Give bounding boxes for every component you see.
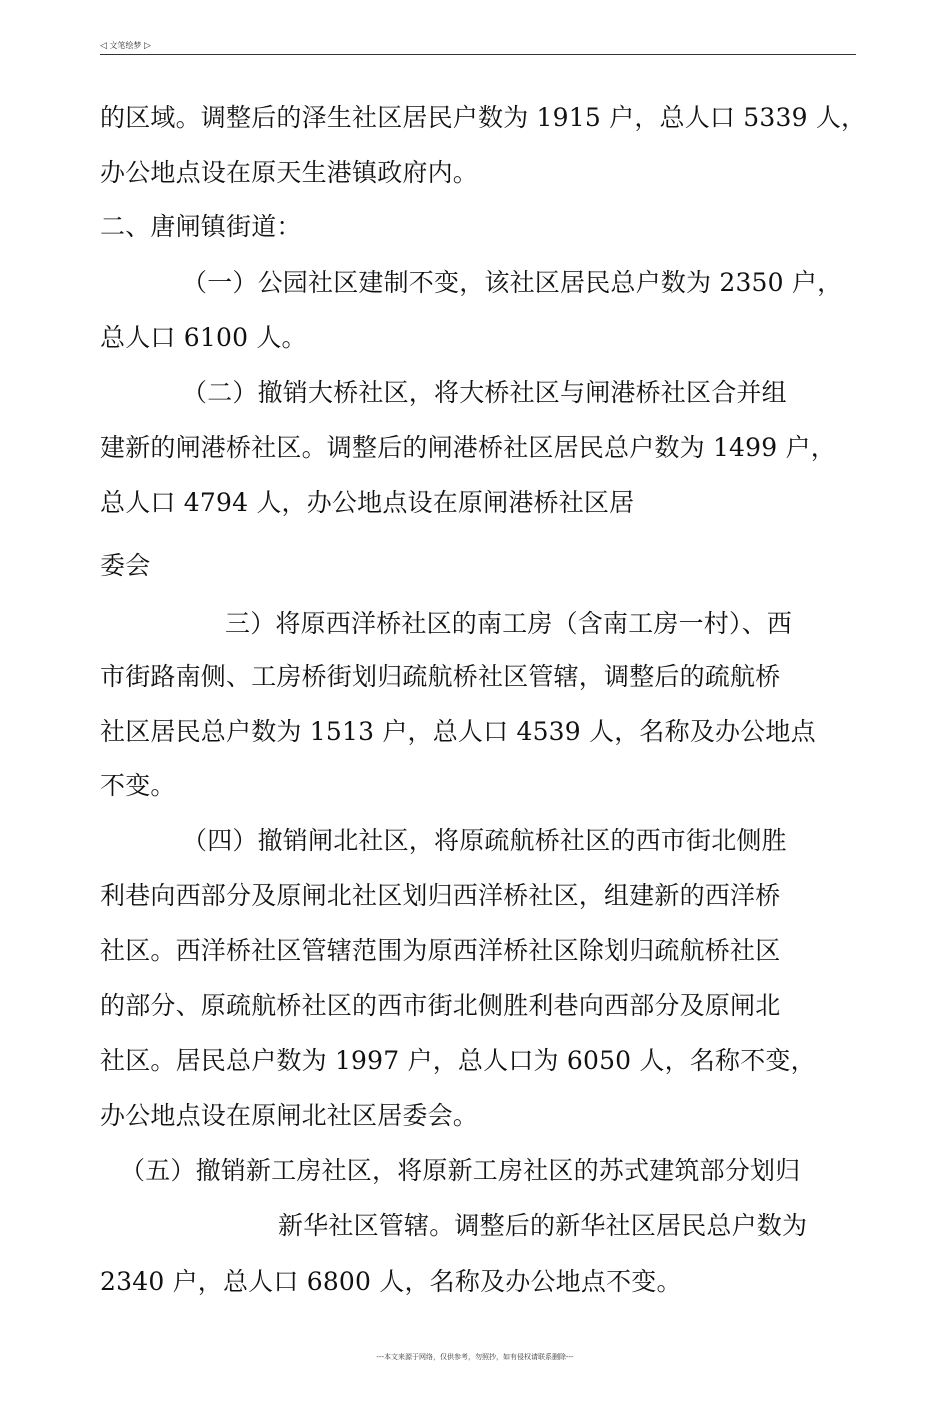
text-line: 办公地点设在原天生港镇政府内。	[100, 158, 479, 187]
text-line: 的部分、原疏航桥社区的西市街北侧胜利巷向西部分及原闸北	[100, 991, 781, 1020]
text-line: 建新的闸港桥社区。调整后的闸港桥社区居民总户数为 1499 户，	[100, 433, 836, 462]
text-line: 社区居民总户数为 1513 户，总人口 4539 人，名称及办公地点	[100, 717, 816, 746]
text-line: 三）将原西洋桥社区的南工房（含南工房一村）、西	[225, 609, 793, 638]
header-title: 文笔绘梦	[109, 41, 142, 50]
text-line: 市街路南侧、工房桥街划归疏航桥社区管辖，调整后的疏航桥	[100, 662, 781, 691]
section-heading: 二、唐闸镇街道：	[100, 212, 302, 241]
text-line: 办公地点设在原闸北社区居委会。	[100, 1101, 479, 1130]
text-line: 社区。居民总户数为 1997 户，总人口为 6050 人，名称不变，	[100, 1046, 816, 1075]
right-triangle-icon: ▷	[144, 41, 151, 51]
page-header	[100, 40, 856, 55]
text-line: 利巷向西部分及原闸北社区划归西洋桥社区，组建新的西洋桥	[100, 881, 781, 910]
text-line: 新华社区管辖。调整后的新华社区居民总户数为	[278, 1211, 808, 1240]
text-line: 的区域。调整后的泽生社区居民户数为 1915 户，总人口 5339 人，	[100, 103, 867, 132]
text-line: （五）撤销新工房社区，将原新工房社区的苏式建筑部分划归	[120, 1156, 801, 1185]
page-footer: ---本文来源于网络，仅供参考，勿照抄，如有侵权请联系删除---	[376, 1353, 574, 1361]
text-line: 2340 户，总人口 6800 人，名称及办公地点不变。	[100, 1267, 682, 1296]
text-line: （二）撤销大桥社区，将大桥社区与闸港桥社区合并组	[182, 378, 787, 407]
text-line: 总人口 4794 人，办公地点设在原闸港桥社区居	[100, 488, 635, 517]
text-line: 委会	[100, 551, 151, 580]
text-line: 社区。西洋桥社区管辖范围为原西洋桥社区除划归疏航桥社区	[100, 936, 781, 965]
text-line: （一）公园社区建制不变，该社区居民总户数为 2350 户，	[182, 268, 843, 297]
text-line: （四）撤销闸北社区，将原疏航桥社区的西市街北侧胜	[182, 826, 787, 855]
left-triangle-icon: ◁	[100, 41, 107, 51]
text-line: 总人口 6100 人。	[100, 323, 307, 352]
text-line: 不变。	[100, 771, 176, 800]
